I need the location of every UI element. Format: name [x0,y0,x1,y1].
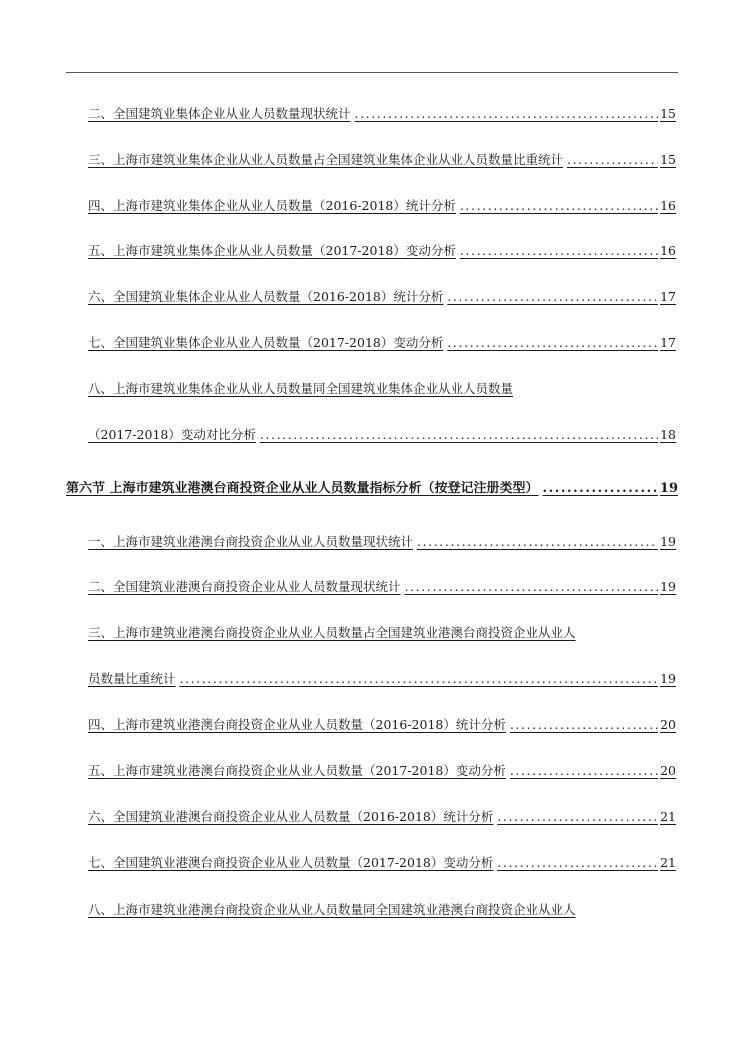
toc-entry-page: 16 [660,198,676,213]
toc-section-5-6[interactable] [66,481,678,497]
toc-entry-title: 六、全国建筑业集体企业从业人员数量（2016-2018）统计分析 [88,289,444,304]
toc-entry-page: 17 [660,289,676,304]
toc-entry-page: 19 [660,579,676,594]
toc-entry-5-5-4[interactable] [88,198,676,214]
dot-leader [401,579,659,595]
dot-leader [506,763,658,779]
toc-entry-title: 四、上海市建筑业港澳台商投资企业从业人员数量（2016-2018）统计分析 [88,717,506,732]
toc-entry-5-5-3[interactable] [88,152,676,168]
toc-entry-5-5-6[interactable] [88,289,676,305]
toc-entry-5-6-4[interactable] [88,717,676,733]
dot-leader [176,671,659,687]
toc-entry-title: 员数量比重统计 [88,671,176,686]
dot-leader [351,106,659,122]
toc-entry-5-6-6[interactable] [88,809,676,825]
toc-entry-5-5-2[interactable] [88,106,676,122]
toc-entry-page: 20 [660,763,676,778]
dot-leader [256,427,658,443]
toc-section-title: 第六节 上海市建筑业港澳台商投资企业从业人员数量指标分析（按登记注册类型） [66,481,539,496]
toc-entry-page: 20 [660,717,676,732]
toc-entry-title: 四、上海市建筑业集体企业从业人员数量（2016-2018）统计分析 [88,198,456,213]
toc-entry-title: 五、上海市建筑业集体企业从业人员数量（2017-2018）变动分析 [88,243,456,258]
dot-leader [413,534,658,550]
toc-entry-title: 七、全国建筑业港澳台商投资企业从业人员数量（2017-2018）变动分析 [88,855,494,870]
toc-entry-page: 21 [660,855,676,870]
toc-entry-5-5-5[interactable] [88,243,676,259]
toc-entry-page: 19 [660,534,676,549]
toc-entry-5-6-3-line2[interactable] [88,671,676,687]
toc-entry-page: 19 [660,671,676,686]
toc-entry-title: 二、全国建筑业港澳台商投资企业从业人员数量现状统计 [88,579,401,594]
toc-entry-title: 八、上海市建筑业港澳台商投资企业从业人员数量同全国建筑业港澳台商投资企业从业人 [88,902,576,917]
toc-entry-title: 七、全国建筑业集体企业从业人员数量（2017-2018）变动分析 [88,335,444,350]
toc-entry-5-6-3-line1[interactable] [88,625,676,641]
toc-entry-5-5-8-line1[interactable] [88,381,676,397]
toc-entry-title: 三、上海市建筑业集体企业从业人员数量占全国建筑业集体企业从业人员数量比重统计 [88,152,564,167]
toc-entry-5-6-5[interactable] [88,763,676,779]
toc-entry-title: 三、上海市建筑业港澳台商投资企业从业人员数量占全国建筑业港澳台商投资企业从业人 [88,625,576,640]
toc-entry-page: 15 [660,152,676,167]
dot-leader [506,717,658,733]
toc-entry-5-6-7[interactable] [88,855,676,871]
dot-leader [493,855,658,871]
toc-entry-5-5-8-line2[interactable] [88,427,676,443]
dot-leader [563,152,658,168]
toc-entry-title: （2017-2018）变动对比分析 [88,427,256,442]
dot-leader [539,481,658,497]
dot-leader [456,243,658,259]
toc-entry-page: 16 [660,243,676,258]
toc-entry-title: 二、全国建筑业集体企业从业人员数量现状统计 [88,106,351,121]
toc-entry-5-5-7[interactable] [88,335,676,351]
dot-leader [456,198,658,214]
toc-entry-5-6-8-line1[interactable] [88,902,676,918]
dot-leader [443,289,658,305]
toc-entry-title: 八、上海市建筑业集体企业从业人员数量同全国建筑业集体企业从业人员数量 [88,381,514,396]
toc-entry-5-6-2[interactable] [88,579,676,595]
dot-leader [493,809,658,825]
toc-entry-title: 六、全国建筑业港澳台商投资企业从业人员数量（2016-2018）统计分析 [88,809,494,824]
dot-leader [443,335,658,351]
toc-entry-page: 17 [660,335,676,350]
toc-entry-page: 21 [660,809,676,824]
toc-entry-title: 五、上海市建筑业港澳台商投资企业从业人员数量（2017-2018）变动分析 [88,763,506,778]
toc-section-page: 19 [659,481,678,496]
toc-entry-page: 18 [660,427,676,442]
toc-entry-5-6-1[interactable] [88,534,676,550]
toc-entry-title: 一、上海市建筑业港澳台商投资企业从业人员数量现状统计 [88,534,414,549]
toc-entry-page: 15 [660,106,676,121]
